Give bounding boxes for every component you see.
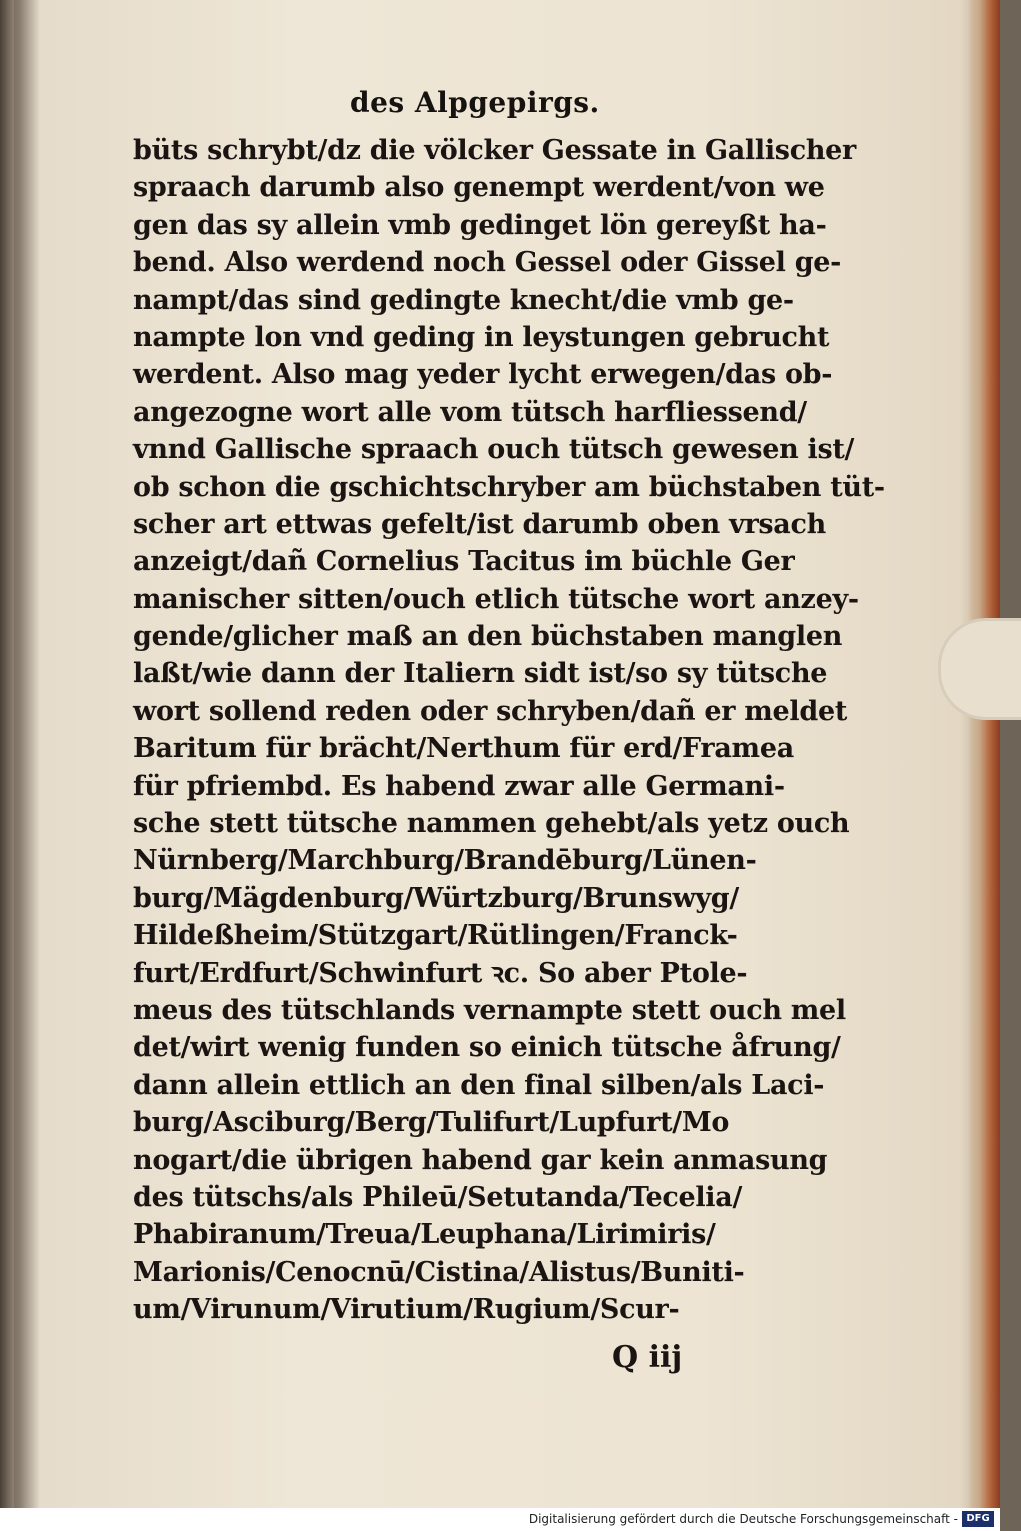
text-line: sche stett tütsche nammen gehebt/als yetz ouch [133, 808, 850, 840]
text-line: Phabiranum/Treua/Leuphana/Lirimiris/ [133, 1219, 716, 1251]
text-line: anzeigt/dañ Cornelius Tacitus im büchle Ger [133, 546, 795, 578]
text-line: meus des tütschlands vernampte stett ouch mel [133, 994, 846, 1026]
text-line: laßt/wie dann der Italiern sidt ist/so sy tütsche [133, 658, 828, 690]
page-edge [968, 0, 1000, 1508]
text-line: gende/glicher maß an den büchstaben manglen [133, 621, 843, 653]
text-line: gen das sy allein vmb gedinget lön gereyßt ha- [133, 209, 827, 241]
text-line: bend. Also werdend noch Gessel oder Gissel ge- [133, 247, 842, 279]
binding-gutter [0, 0, 14, 1508]
text-line: Hildeßheim/Stützgart/Rütlingen/Franck- [133, 920, 738, 952]
text-line: dann allein ettlich an den final silben/als Laci- [133, 1069, 825, 1101]
text-line: scher art ettwas gefelt/ist darumb oben vrsach [133, 508, 826, 540]
text-line: furt/Erdfurt/Schwinfurt ꝛc. So aber Ptole- [133, 957, 748, 989]
text-line: nampte lon vnd geding in leystungen gebrucht [133, 321, 830, 353]
text-line: um/Virunum/Virutium/Rugium/Scur- [133, 1294, 680, 1326]
footer-credit: Digitalisierung gefördert durch die Deutsche Forschungsgemeinschaft - [528, 1512, 958, 1526]
running-head: des Alpgepirgs. [350, 86, 600, 119]
text-line: vnnd Gallische spraach ouch tütsch gewesen ist/ [133, 434, 855, 466]
page-tab [938, 618, 1021, 720]
text-line: burg/Mägdenburg/Würtzburg/Brunswyg/ [133, 882, 739, 914]
dfg-logo: DFG [962, 1511, 994, 1527]
text-line: nampt/das sind gedingte knecht/die vmb ge- [133, 284, 794, 316]
text-line: Nürnberg/Marchburg/Brandēburg/Lünen- [133, 845, 757, 877]
text-line: Marionis/Cenocnū/Cistina/Alistus/Buniti- [133, 1256, 745, 1288]
signature-mark: Q iij [612, 1340, 683, 1375]
text-line: angezogne wort alle vom tütsch harfliessend/ [133, 396, 807, 428]
text-line: büts schrybt/dz die völcker Gessate in Gallischer [133, 135, 856, 166]
text-line: manischer sitten/ouch etlich tütsche wort anzey- [133, 583, 859, 615]
footer-bar [0, 1508, 1000, 1531]
text-line: Baritum für brächt/Nerthum für erd/Framea [133, 733, 794, 765]
text-line: ob schon die gschichtschryber am büchstaben tüt- [133, 471, 885, 503]
text-line: wort sollend reden oder schryben/dañ er meldet [133, 695, 848, 727]
text-line: für pfriembd. Es habend zwar alle Germani- [133, 770, 785, 802]
text-line: nogart/die übrigen habend gar kein anmasung [133, 1144, 828, 1176]
body-text [133, 132, 885, 1329]
text-line: det/wirt wenig funden so einich tütsche åfrung/ [133, 1032, 841, 1064]
text-line: werdent. Also mag yeder lycht erwegen/das ob- [133, 359, 833, 391]
text-line: burg/Asciburg/Berg/Tulifurt/Lupfurt/Mo [133, 1107, 730, 1139]
text-line: des tütschs/als Phileū/Setutanda/Tecelia/ [133, 1181, 743, 1213]
text-line: spraach darumb also genempt werdent/von we [133, 172, 825, 204]
